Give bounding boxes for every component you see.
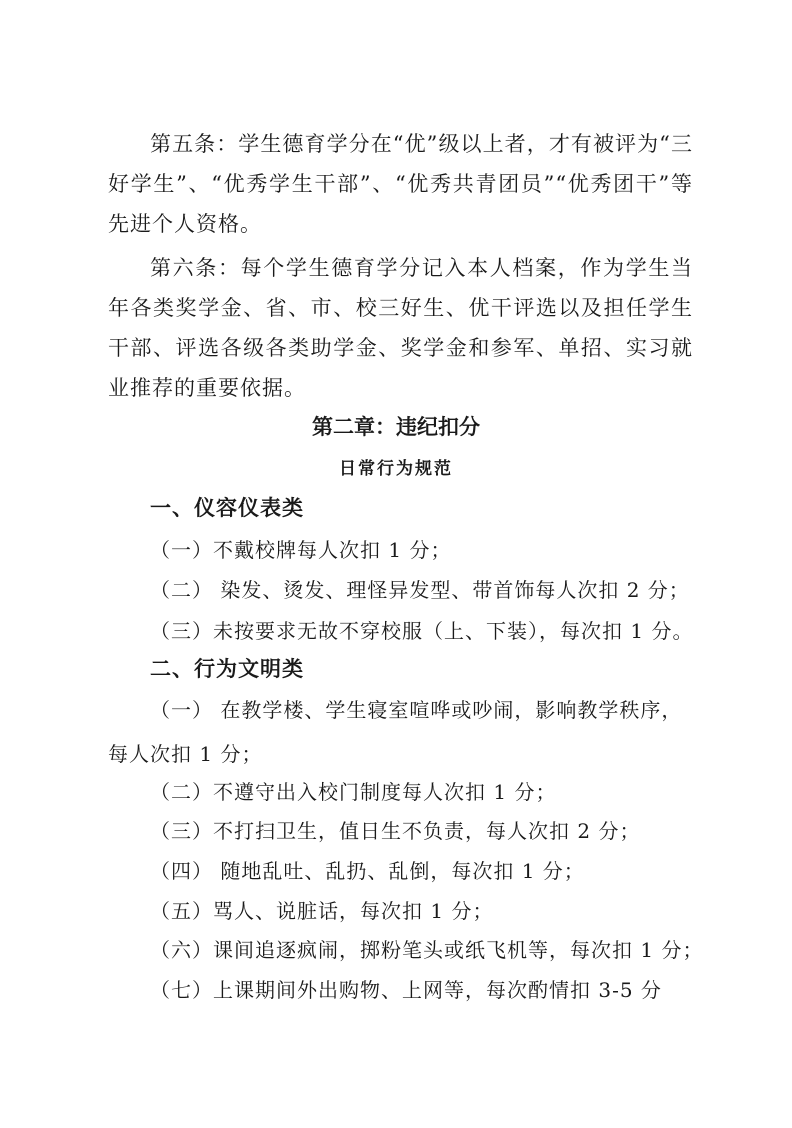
list-item: （一） 在教学楼、学生寝室喧哗或吵闹，影响教学秩序，每人次扣 1 分； bbox=[108, 698, 683, 766]
list-item: （三）不打扫卫生，值日生不负责，每人次扣 2 分； bbox=[150, 819, 641, 843]
chapter-title: 第二章：违纪扣分 bbox=[312, 415, 480, 439]
list-item: （六）课间追逐疯闹，掷粉笔头或纸飞机等，每次扣 1 分； bbox=[150, 938, 704, 962]
list-item: （四） 随地乱吐、乱扔、乱倒，每次扣 1 分； bbox=[150, 859, 585, 883]
list-item: （一）不戴校牌每人次扣 1 分； bbox=[150, 538, 452, 562]
list-item: （三）未按要求无故不穿校服（上、下装），每次扣 1 分。 bbox=[150, 619, 694, 643]
list-item: （七）上课期间外出购物、上网等，每次酌情扣 3-5 分 bbox=[150, 978, 662, 1002]
list-item: （二） 染发、烫发、理怪异发型、带首饰每人次扣 2 分； bbox=[150, 578, 690, 602]
article-5-paragraph: 第五条：学生德育学分在“优”级以上者，才有被评为“三好学生”、“优秀学生干部”、“优秀共青团员”“优秀团干”等先进个人资格。 bbox=[108, 132, 693, 236]
section-heading-behavior: 二、行为文明类 bbox=[150, 657, 304, 681]
chapter-subtitle: 日常行为规范 bbox=[339, 459, 453, 479]
article-6-paragraph: 第六条：每个学生德育学分记入本人档案，作为学生当年各类奖学金、省、市、校三好生、优干评选以及担任学生干部、评选各级各类助学金、奖学金和参军、单招、实习就业推荐的重要依据。 bbox=[108, 256, 693, 400]
list-item: （五）骂人、说脏话，每次扣 1 分； bbox=[150, 899, 494, 923]
list-item: （二）不遵守出入校门制度每人次扣 1 分； bbox=[150, 780, 557, 804]
section-heading-appearance: 一、仪容仪表类 bbox=[150, 496, 304, 520]
